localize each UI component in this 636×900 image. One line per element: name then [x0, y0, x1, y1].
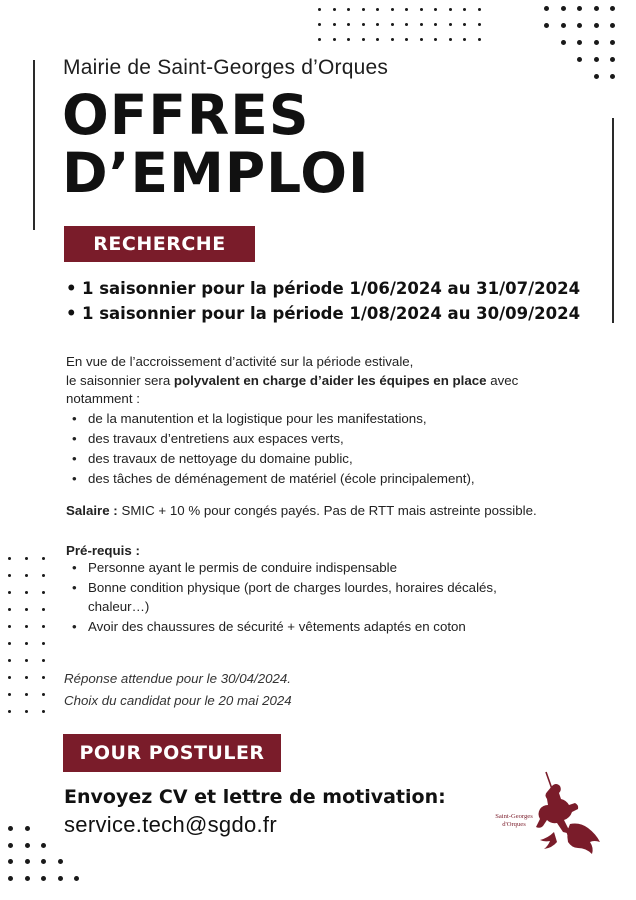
decorative-dot: [25, 876, 30, 881]
decorative-dot: [333, 23, 336, 26]
tasks-list: [72, 409, 475, 489]
logo-text-line-1: Saint-Georges: [495, 813, 533, 820]
decorative-dot: [449, 38, 452, 41]
decorative-dot: [449, 8, 452, 11]
decorative-dot: [42, 557, 45, 560]
decorative-dot: [333, 8, 336, 11]
position-item: [66, 276, 580, 301]
prerequisite-text: Bonne condition physique (port de charges lourdes, horaires décalés,: [88, 579, 497, 595]
decorative-dot: [42, 608, 45, 611]
decorative-dot: [362, 23, 365, 26]
decorative-dot: [347, 8, 350, 11]
bullet-icon: •: [72, 471, 77, 486]
organization-name: Mairie de Saint-Georges d’Orques: [63, 56, 389, 79]
decorative-dot: [577, 40, 582, 45]
decorative-dot: [610, 23, 615, 28]
decorative-dot: [8, 642, 11, 645]
decorative-dot: [25, 826, 30, 831]
apply-tag: POUR POSTULER: [63, 734, 281, 772]
decorative-dot: [8, 676, 11, 679]
decorative-dot: [318, 8, 321, 11]
decorative-dot: [8, 608, 11, 611]
decorative-dot: [391, 38, 394, 41]
decorative-dot: [25, 591, 28, 594]
decorative-dot: [8, 557, 11, 560]
decorative-dot: [594, 23, 599, 28]
decorative-dot: [25, 625, 28, 628]
decorative-dot: [610, 74, 615, 79]
decorative-dot: [8, 659, 11, 662]
decorative-dot: [318, 23, 321, 26]
decorative-dot: [610, 40, 615, 45]
response-date-note: Réponse attendue pour le 30/04/2024.: [64, 671, 291, 686]
positions-list: [66, 276, 580, 326]
decorative-dot: [544, 23, 549, 28]
page-title: [62, 83, 370, 205]
decorative-dot: [420, 8, 423, 11]
decorative-dot: [420, 38, 423, 41]
bullet-icon: •: [72, 560, 77, 575]
decorative-dot: [434, 8, 437, 11]
decorative-dot: [594, 74, 599, 79]
decorative-dot: [610, 57, 615, 62]
bullet-icon: •: [72, 431, 77, 446]
logo-text-line-2: d'Orques: [502, 821, 526, 828]
decorative-dot: [25, 676, 28, 679]
decorative-dot: [544, 6, 549, 11]
decorative-dot: [434, 38, 437, 41]
task-text: de la manutention et la logistique pour les manifestations,: [88, 411, 427, 426]
decorative-dot: [347, 38, 350, 41]
decorative-dot: [333, 38, 336, 41]
task-text: des travaux d’entretiens aux espaces verts,: [88, 431, 344, 446]
decorative-dot: [42, 693, 45, 696]
decorative-dot: [376, 38, 379, 41]
decorative-dot: [25, 710, 28, 713]
decorative-dot: [42, 625, 45, 628]
decorative-dot: [561, 6, 566, 11]
decorative-dot: [25, 843, 30, 848]
description-line-2-bold: polyvalent en charge d’aider les équipes en place: [173, 372, 487, 388]
prerequisite-text: Avoir des chaussures de sécurité + vêtements adaptés en coton: [88, 618, 466, 634]
decorative-dot: [41, 859, 46, 864]
bullet-icon: •: [72, 579, 77, 595]
decorative-dot: [463, 8, 466, 11]
decorative-dot: [8, 625, 11, 628]
decorative-dot: [405, 38, 408, 41]
task-item: [72, 469, 475, 489]
decorative-dot: [8, 693, 11, 696]
decorative-dot: [25, 574, 28, 577]
prerequisite-text-continued: chaleur…): [88, 599, 150, 614]
decorative-dot: [318, 38, 321, 41]
decorative-dot: [434, 23, 437, 26]
decorative-dot: [42, 574, 45, 577]
decorative-dot: [594, 57, 599, 62]
decorative-dot: [42, 676, 45, 679]
decorative-dot: [577, 23, 582, 28]
decorative-dot: [8, 574, 11, 577]
decorative-dot: [8, 843, 13, 848]
apply-instruction: Envoyez CV et lettre de motivation:: [64, 786, 446, 808]
task-item: [72, 429, 475, 449]
decorative-dot: [8, 710, 11, 713]
decorative-dot: [391, 23, 394, 26]
decorative-dot: [25, 659, 28, 662]
description-intro: [66, 353, 606, 409]
decorative-dot: [41, 843, 46, 848]
decorative-dot: [362, 8, 365, 11]
decorative-dot: [561, 23, 566, 28]
bullet-icon: •: [72, 411, 77, 426]
bullet-icon: •: [66, 279, 77, 298]
prerequisites-title: Pré-requis :: [66, 543, 140, 558]
task-text: des travaux de nettoyage du domaine public,: [88, 451, 353, 466]
decorative-dot: [42, 659, 45, 662]
bullet-icon: •: [66, 304, 77, 323]
prerequisites-list: [72, 558, 497, 636]
decorative-dot: [577, 57, 582, 62]
position-text: 1 saisonnier pour la période 1/08/2024 au 30/09/2024: [82, 304, 581, 323]
right-vertical-line: [612, 118, 614, 323]
decorative-dot: [58, 859, 63, 864]
decorative-dot: [478, 38, 481, 41]
saint-george-dragon-logo: [494, 766, 606, 862]
decorative-dot: [25, 693, 28, 696]
notes: [64, 668, 292, 712]
decorative-dot: [362, 38, 365, 41]
decorative-dot: [405, 8, 408, 11]
task-text: des tâches de déménagement de matériel (école principalement),: [88, 471, 475, 486]
recherche-tag: RECHERCHE: [64, 226, 255, 262]
decorative-dot: [594, 40, 599, 45]
salary-label: Salaire :: [66, 503, 118, 518]
prerequisite-item: [72, 558, 497, 578]
decorative-dot: [347, 23, 350, 26]
decorative-dot: [478, 23, 481, 26]
decorative-dot: [405, 23, 408, 26]
description-line-2: [66, 372, 606, 391]
task-item: [72, 409, 475, 429]
decorative-dot: [8, 591, 11, 594]
prerequisite-item: [72, 617, 497, 637]
decorative-dot: [561, 40, 566, 45]
decorative-dot: [41, 876, 46, 881]
description-line-2-pre: le saisonnier sera: [66, 372, 174, 388]
title-line-1: OFFRES: [62, 83, 310, 147]
position-text: 1 saisonnier pour la période 1/06/2024 au 31/07/2024: [82, 279, 581, 298]
decorative-dot: [42, 591, 45, 594]
decorative-dot: [42, 642, 45, 645]
description-line-3: notamment :: [66, 391, 140, 406]
salary-text: SMIC + 10 % pour congés payés. Pas de RTT mais astreinte possible.: [117, 503, 537, 518]
decorative-dot: [25, 608, 28, 611]
description-line-1: En vue de l’accroissement d’activité sur la période estivale,: [66, 354, 414, 369]
salary-line: [66, 502, 537, 521]
left-vertical-line: [33, 60, 35, 230]
decorative-dot: [420, 23, 423, 26]
prerequisite-item: [72, 578, 497, 617]
decorative-dot: [42, 710, 45, 713]
decorative-dot: [376, 8, 379, 11]
decorative-dot: [391, 8, 394, 11]
prerequisite-text: Personne ayant le permis de conduire indispensable: [88, 560, 397, 575]
decorative-dot: [376, 23, 379, 26]
position-item: [66, 301, 580, 326]
decorative-dot: [58, 876, 63, 881]
contact-email[interactable]: service.tech@sgdo.fr: [64, 812, 277, 837]
decorative-dot: [478, 8, 481, 11]
task-item: [72, 449, 475, 469]
decorative-dot: [25, 557, 28, 560]
candidate-choice-note: Choix du candidat pour le 20 mai 2024: [64, 693, 292, 708]
bullet-icon: •: [72, 451, 77, 466]
decorative-dot: [594, 6, 599, 11]
decorative-dot: [8, 826, 13, 831]
decorative-dot: [74, 876, 79, 881]
decorative-dot: [610, 6, 615, 11]
title-line-2: D’EMPLOI: [62, 141, 370, 205]
decorative-dot: [577, 6, 582, 11]
bullet-icon: •: [72, 618, 77, 634]
decorative-dot: [463, 38, 466, 41]
decorative-dot: [8, 859, 13, 864]
decorative-dot: [8, 876, 13, 881]
decorative-dot: [463, 23, 466, 26]
decorative-dot: [25, 642, 28, 645]
decorative-dot: [449, 23, 452, 26]
decorative-dot: [25, 859, 30, 864]
description-line-2-post: avec: [486, 372, 519, 388]
